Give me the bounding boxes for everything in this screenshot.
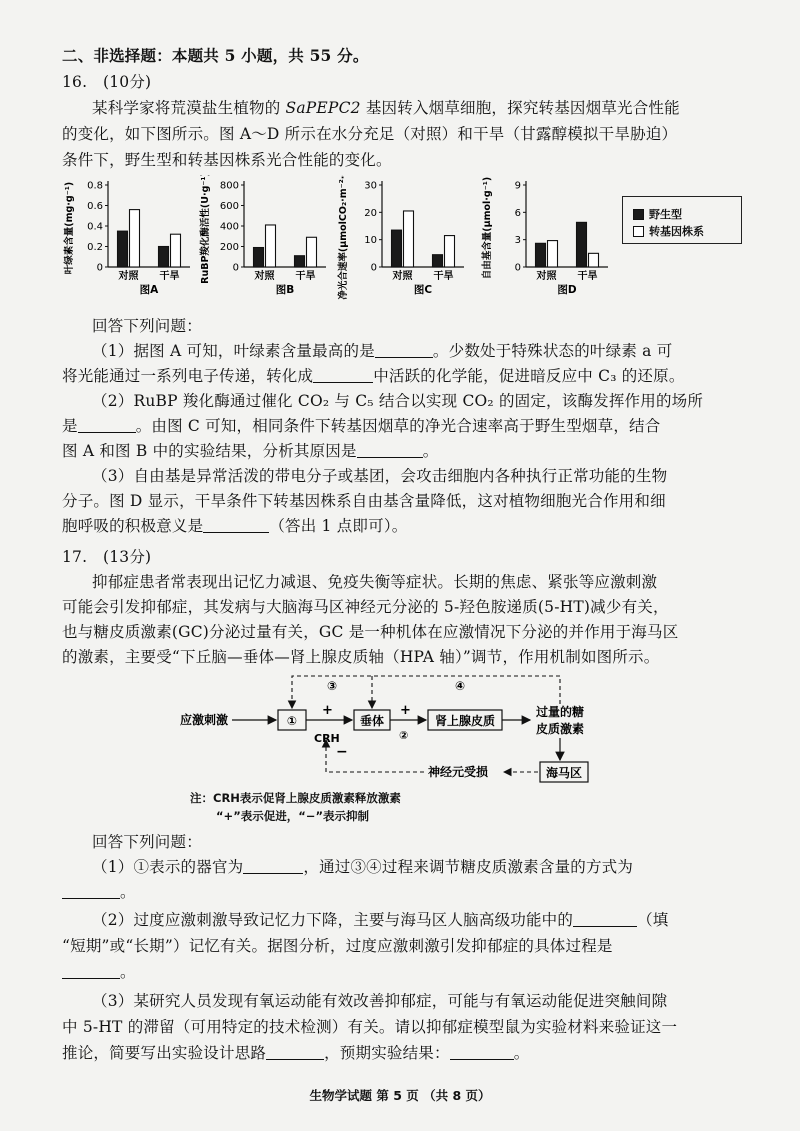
chart-title: 图D: [557, 284, 577, 296]
q17-intro-line4: 的激素，主要受“下丘脑—垂体—肾上腺皮质轴（HPA 轴）”调节，作用机制如图所示。: [62, 648, 660, 666]
q16-part2-line2: 是 。由图 C 可知，相同条件下转基因烟草的净光合速率高于野生型烟草，结合: [62, 417, 661, 435]
y-tick-label: 0.8: [87, 180, 103, 192]
x-tick-label: 对照: [254, 271, 275, 282]
section-heading: 二、非选择题：本题共 5 小题，共 55 分。: [62, 46, 369, 65]
minus-sign: −: [336, 744, 348, 760]
q17-part1-line2: 。: [62, 880, 136, 902]
diagram-note-1: 注：CRH表示促肾上腺皮质激素释放激素: [190, 791, 401, 805]
bar-wild-0: [536, 243, 546, 267]
answer-blank: [203, 517, 269, 534]
gc-label-2: 皮质激素: [536, 722, 585, 736]
bar-transgenic-1: [171, 234, 181, 267]
y-tick-label: 0.6: [87, 201, 103, 212]
bar-transgenic-1: [307, 237, 317, 267]
y-tick-label: 0.2: [87, 242, 103, 253]
q16-part3-line3: 胞呼吸的积极意义是 （答出 1 点即可）。: [62, 517, 408, 535]
q17-part3-line3: 推论，简要写出实验设计思路 ，预期实验结果： 。: [62, 1044, 530, 1062]
q16-part1-line1: （1）据图 A 可知，叶绿素含量最高的是 。少数处于特殊状态的叶绿素 a 可: [92, 342, 673, 360]
node-1-label: ①: [286, 714, 298, 728]
x-tick-label: 对照: [118, 271, 139, 282]
q17-part3-line2: 中 5-HT 的滞留（可用特定的技术检测）有关。请以抑郁症模型鼠为实验材料来验证这一: [62, 1018, 678, 1036]
answer-blank: [573, 911, 637, 928]
answer-blank: [62, 883, 120, 900]
stimulus-label: 应激刺激: [180, 713, 229, 727]
y-tick-label: 0: [514, 262, 521, 274]
y-axis-label: 净光合速率(μmolCO₂·m⁻²·s⁻¹): [338, 175, 349, 300]
answer-blank: [375, 342, 433, 359]
bar-transgenic-1: [589, 253, 599, 267]
q17-intro-line1: 抑郁症患者常表现出记忆力减退、免疫失衡等症状。长期的焦虑、紧张等应激刺激: [92, 573, 658, 591]
q16-number: 16. (10分): [62, 73, 152, 91]
bar-transgenic-0: [266, 225, 276, 267]
bar-transgenic-0: [130, 210, 140, 267]
q16-part1-line2: 将光能通过一系列电子传递，转化成 中活跃的化学能，促进暗反应中 C₃ 的还原。: [62, 367, 685, 385]
pituitary-label: 垂体: [359, 714, 385, 728]
y-tick-label: 30: [364, 180, 377, 192]
legend-swatch-wild: [633, 209, 644, 220]
y-tick-label: 3: [514, 235, 521, 247]
q16-part2-line3: 图 A 和图 B 中的实验结果，分析其原因是 。: [62, 442, 439, 460]
x-tick-label: 干旱: [433, 271, 454, 282]
plus-sign-2: +: [400, 703, 411, 718]
q17-part2-line1: （2）过度应激刺激导致记忆力下降，主要与海马区人脑高级功能中的 （填: [92, 911, 669, 929]
step-3-label: ③: [327, 679, 338, 693]
legend-item-transgenic: 转基因株系: [633, 223, 704, 239]
bar-transgenic-0: [404, 211, 414, 267]
bar-wild-1: [433, 255, 443, 267]
chart-c: [336, 175, 476, 309]
chart-title: 图C: [413, 284, 433, 296]
y-tick-label: 0: [370, 262, 377, 274]
bar-wild-0: [254, 248, 264, 267]
x-tick-label: 对照: [536, 271, 557, 282]
y-tick-label: 200: [219, 242, 239, 253]
bar-wild-0: [392, 230, 402, 267]
q16-part3-line1: （3）自由基是异常活泼的带电分子或基团，会攻击细胞内各种执行正常功能的生物: [92, 467, 668, 485]
gc-label-1: 过量的糖: [536, 705, 585, 719]
bar-transgenic-1: [445, 236, 455, 267]
q17-number: 17. (13分): [62, 548, 152, 566]
y-tick-label: 600: [219, 201, 239, 212]
legend-item-wild: 野生型: [633, 206, 682, 222]
answer-blank: [313, 367, 373, 384]
crh-label: CRH: [314, 732, 340, 745]
answer-blank: [266, 1044, 324, 1061]
x-tick-label: 干旱: [577, 271, 598, 282]
page-footer: 生物学试题 第 5 页 （共 8 页）: [309, 1088, 491, 1103]
q17-part2-line3: 。: [62, 960, 136, 982]
neuron-damage-label: 神经元受损: [428, 765, 489, 779]
q17-part2-line2: “短期”或“长期”）记忆有关。据图分析，过度应激刺激引发抑郁症的具体过程是: [62, 937, 613, 955]
chart-d: [480, 175, 620, 309]
y-tick-label: 0: [96, 262, 103, 274]
bar-wild-1: [159, 247, 169, 268]
hpa-axis-diagram: [180, 660, 620, 790]
y-axis-label: 叶绿素含量(mg·g⁻¹): [64, 181, 75, 275]
diagram-note-2: “+”表示促进，“−”表示抑制: [216, 809, 370, 823]
gene-name: SaPEPC2: [285, 99, 361, 117]
step-2-label: ②: [399, 729, 409, 742]
chart-legend: [622, 196, 742, 244]
adrenal-label: 肾上腺皮质: [434, 714, 496, 728]
answer-blank: [62, 963, 120, 980]
q17-answer-prompt: 回答下列问题：: [92, 833, 202, 851]
chart-b: [198, 175, 338, 309]
bar-transgenic-0: [548, 241, 558, 267]
answer-blank: [243, 858, 303, 875]
answer-blank: [78, 417, 136, 434]
q16-intro-line2: 的变化，如下图所示。图 A～D 所示在水分充足（对照）和干旱（甘露醇模拟干旱胁迫）: [62, 125, 678, 143]
q16-part2-line1: （2）RuBP 羧化酶通过催化 CO₂ 与 C₅ 结合以实现 CO₂ 的固定，该酶发挥作用的场所: [92, 392, 704, 410]
chart-title: 图B: [275, 284, 295, 296]
y-tick-label: 20: [364, 207, 377, 219]
bar-wild-1: [295, 256, 305, 267]
y-tick-label: 800: [219, 180, 239, 192]
step-4-label: ④: [455, 679, 466, 693]
y-tick-label: 0.4: [87, 221, 103, 233]
q17-intro-line3: 也与糖皮质激素(GC)分泌过量有关，GC 是一种机体在应激情况下分泌的并作用于海马区: [62, 623, 679, 641]
answer-blank: [357, 442, 423, 459]
q16-part3-line2: 分子。图 D 显示，干旱条件下转基因株系自由基含量降低，这对植物细胞光合作用和细: [62, 492, 666, 510]
x-tick-label: 干旱: [159, 271, 180, 282]
q17-part3-line1: （3）某研究人员发现有氧运动能有效改善抑郁症，可能与有氧运动能促进突触间隙: [92, 992, 668, 1010]
x-tick-label: 对照: [392, 271, 413, 282]
y-tick-label: 400: [219, 221, 239, 233]
legend-swatch-transgenic: [633, 226, 644, 237]
y-axis-label: 自由基含量(μmol·g⁻¹): [482, 176, 493, 280]
chart-title: 图A: [139, 284, 159, 296]
q16-intro-line1: 某科学家将荒漠盐生植物的 SaPEPC2 基因转入烟草细胞，探究转基因烟草光合性能: [92, 99, 680, 117]
plus-sign-1: +: [322, 703, 333, 718]
chart-a: [62, 175, 202, 309]
y-tick-label: 10: [364, 235, 377, 247]
q16-answer-prompt: 回答下列问题：: [92, 317, 202, 335]
answer-blank: [450, 1044, 514, 1061]
q17-part1-line1: （1）①表示的器官为 ，通过③④过程来调节糖皮质激素含量的方式为: [92, 858, 634, 876]
y-tick-label: 0: [232, 262, 239, 274]
q17-intro-line2: 可能会引发抑郁症，其发病与大脑海马区神经元分泌的 5-羟色胺递质(5-HT)减少有关，: [62, 598, 669, 616]
y-tick-label: 9: [514, 180, 521, 192]
x-tick-label: 干旱: [295, 271, 316, 282]
y-tick-label: 6: [514, 207, 521, 219]
q16-intro-line3: 条件下，野生型和转基因株系光合性能的变化。: [62, 151, 392, 169]
bar-wild-1: [577, 222, 587, 267]
bar-wild-0: [118, 231, 128, 267]
y-axis-label: RuBP羧化酶活性(U·g⁻¹): [200, 175, 211, 284]
hippocampus-label: 海马区: [545, 766, 583, 780]
